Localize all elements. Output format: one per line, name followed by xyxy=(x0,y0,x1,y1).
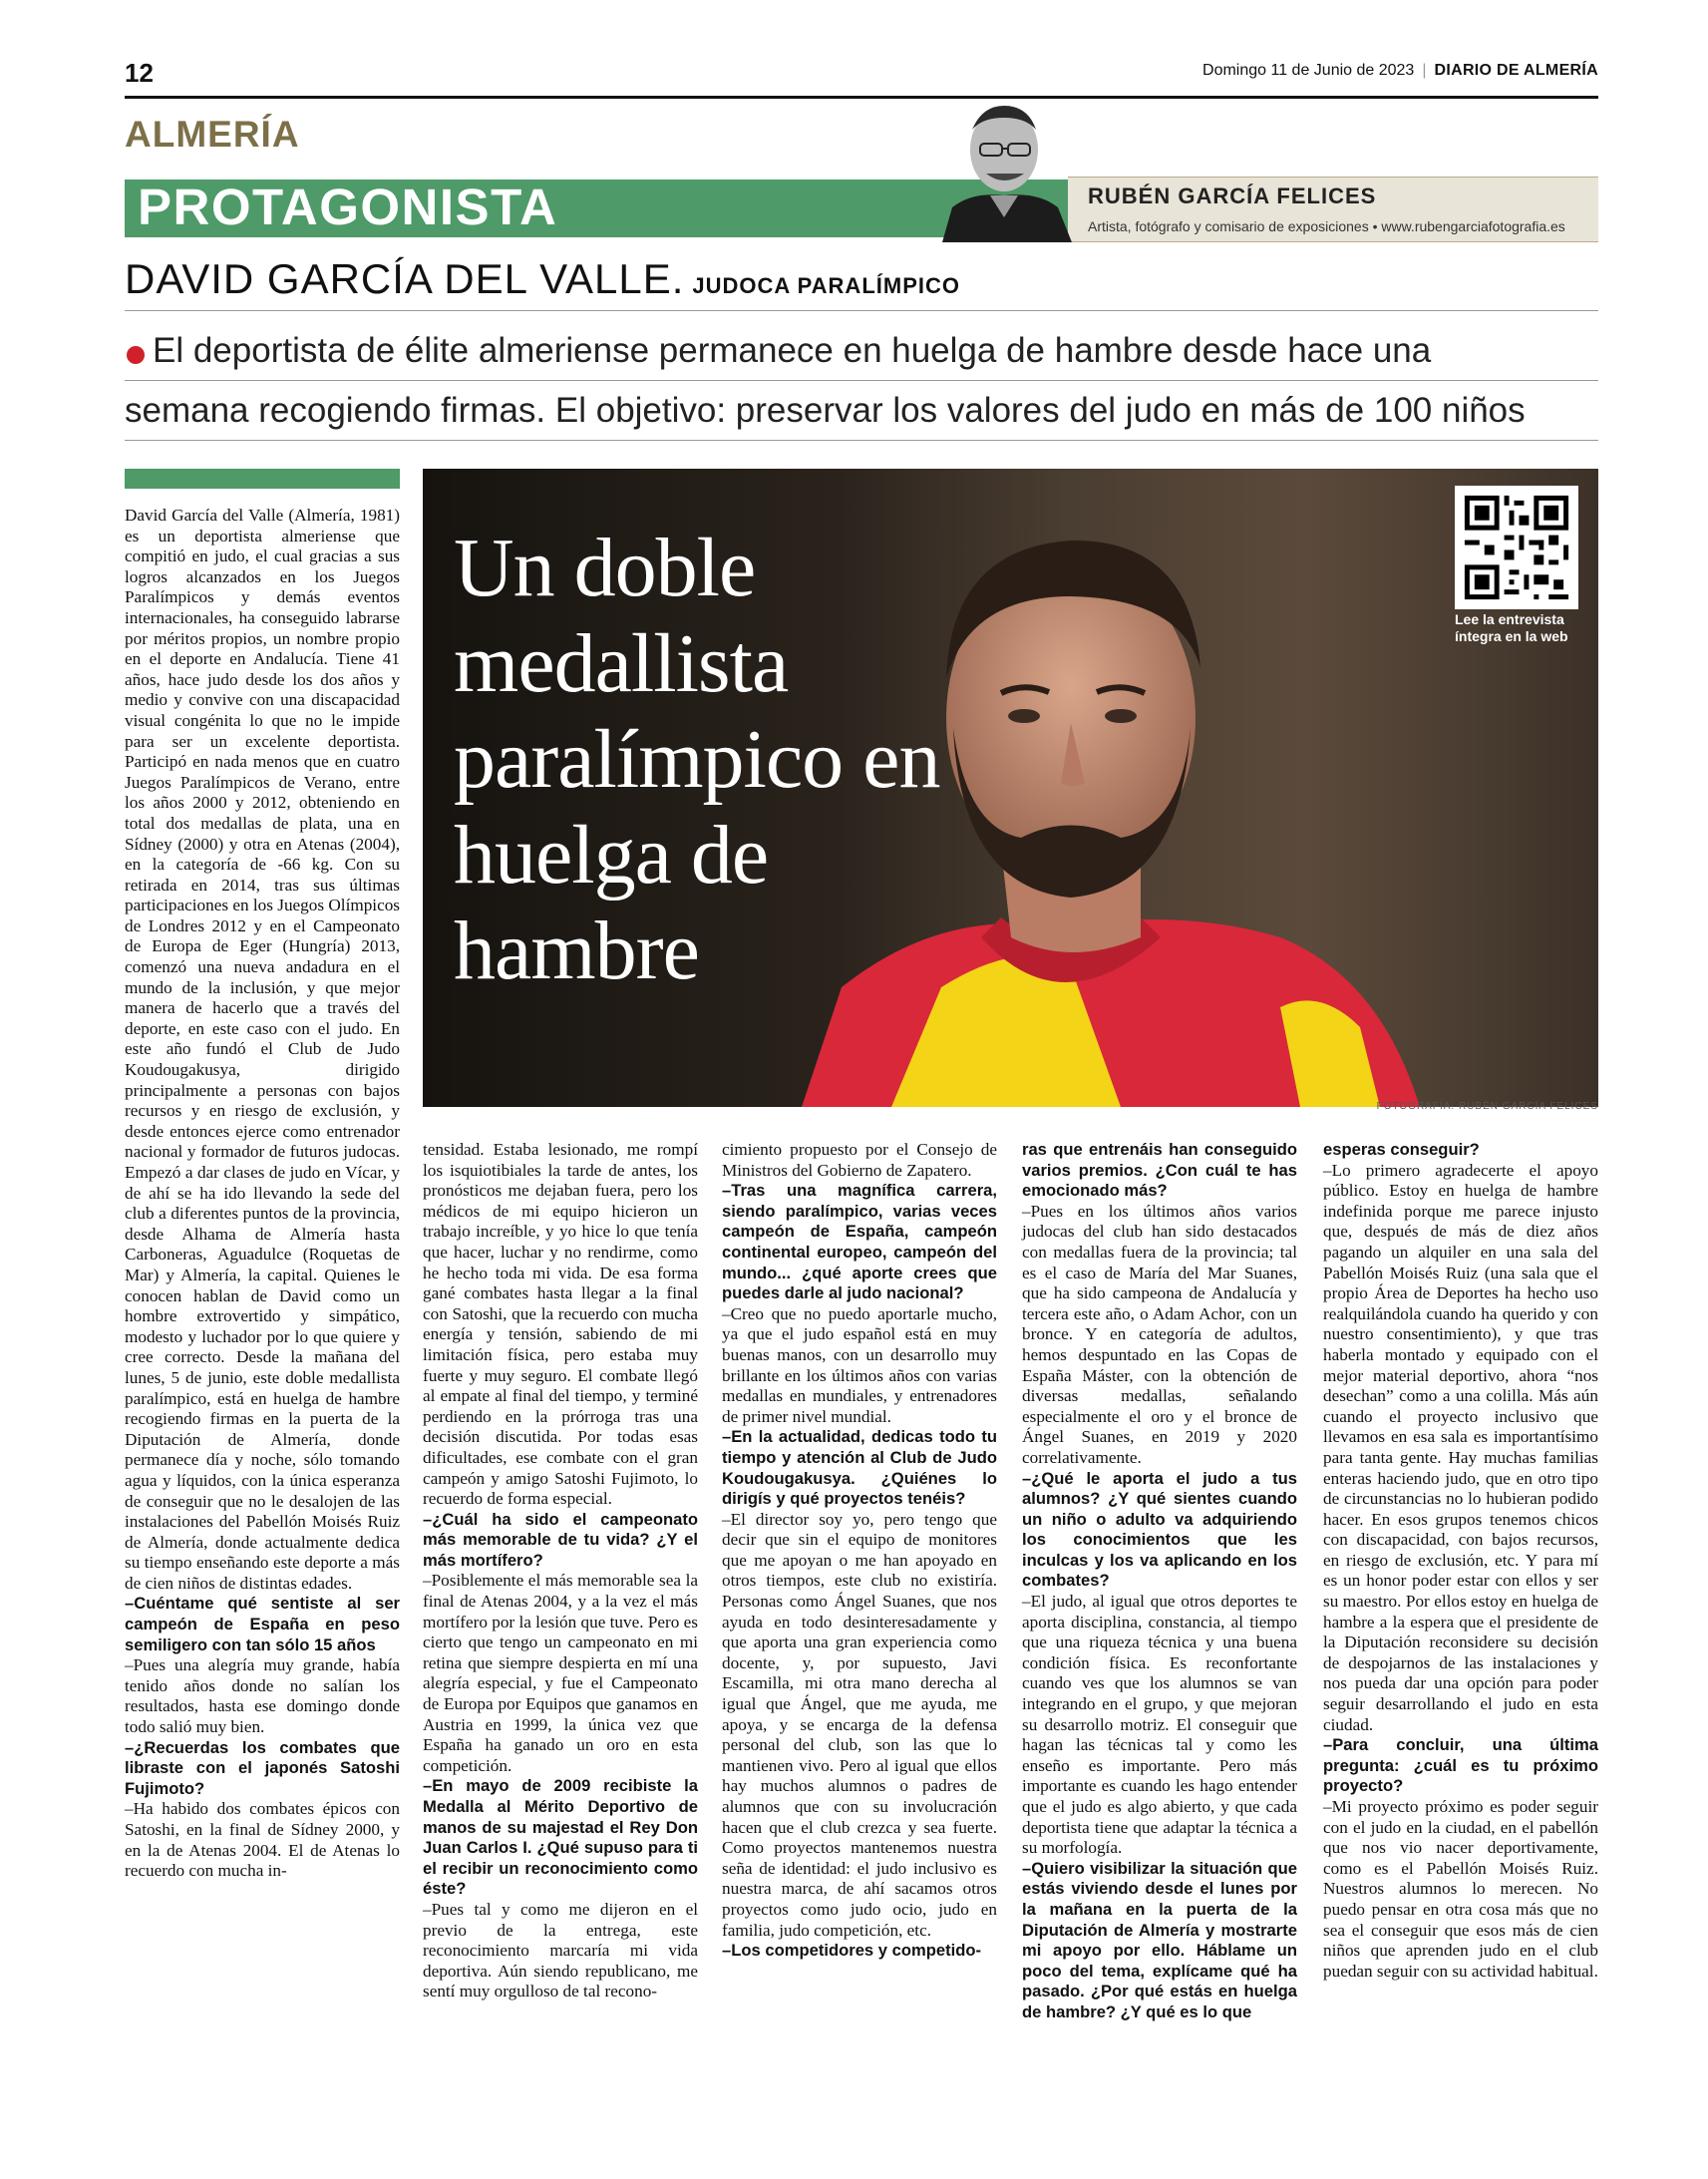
article-paragraph: –Pues tal y como me dijeron en el previo de la entrega, este reconocimiento marcaría mi vida deportiva. Aún siendo republicano, me sentí muy orgulloso de tal recono- xyxy=(423,1899,698,2001)
article-paragraph: cimiento propuesto por el Consejo de Ministros del Gobierno de Zapatero. xyxy=(722,1140,997,1180)
header-dateline xyxy=(1202,62,1598,80)
interview-question: –Los competidores y competido- xyxy=(722,1941,982,1961)
subtitle-line-2: semana recogiendo firmas. El objetivo: preservar los valores del judo en más de 100 niños xyxy=(125,391,1526,430)
person-role: JUDOCA PARALÍMPICO xyxy=(692,273,960,298)
article-paragraph: –Creo que no puedo aportarle mucho, ya que el judo español está en muy buenas manos, con un desarrollo muy brillante en los últimos años con varias medallas en mundiales, y entrenadores de primer nivel mundial. xyxy=(722,1303,997,1426)
band-title: PROTAGONISTA xyxy=(138,179,558,235)
article-column-2 xyxy=(423,1140,698,2002)
article-paragraph: –Lo primero agradecerte el apoyo público. Estoy en huelga de hambre indefinida porque me parece injusto que, después de más de diez años pagando un alquiler en una sala del Pabellón Moisés Ruiz (una sala que el propio Área de Deportes ha hecho uso realquilándola cuando ha querido y con nuestro consentimiento), y que tras haberla montado y equipado con el mejor material deportivo, ahora “nos desechan” como a una colilla. Más aún cuando el proyecto inclusivo que llevamos en esa sala es importantísimo para tanta gente. Hay muchas familias enteras haciendo judo, que en otro tipo de circunstancias no lo hubieran podido hacer. En esos grupos tenemos chicos con discapacidad, con bajos recursos, en riesgo de exclusión, etc. Y para mí es un honor poder estar con ellos y ser su maestro. Por ellos estoy en huelga de hambre a la espera que el presidente de la Diputación reconsidere su decisión de despojarnos de las instalaciones y nos pueda dar una opción para poder seguir desarrollando el judo en esta ciudad. xyxy=(1323,1160,1598,1734)
interview-question: –Cuéntame qué sentiste al ser campeón de España en peso semiligero con tan sólo 15 años xyxy=(125,1594,400,1654)
photo-credit: FOTOGRAFÍA: RUBÉN GARCÍA FELICES xyxy=(1376,1101,1598,1112)
qr-caption: Lee la entrevista íntegra en la web xyxy=(1455,611,1568,644)
interview-question: –¿Qué le aporta el judo a tus alumnos? ¿Y qué sientes cuando un niño o adulto va adquiriendo los conocimientos que les inculcas y los va aplicando en los combates? xyxy=(1022,1468,1297,1591)
section-label: ALMERÍA xyxy=(125,114,300,155)
qr-code-icon xyxy=(1455,486,1578,609)
article-paragraph: David García del Valle (Almería, 1981) es un deportista almeriense que compitió en judo, el cual gracias a sus logros alcanzados en los Juegos Paralímpicos y demás eventos internacionales, ha conseguido labrarse por méritos propios, un nombre propio en el deporte en Andalucía. Tiene 41 años, hace judo desde los dos años y medio y convive con una discapacidad visual congénita lo que no le impide para ser un excelente deportista. Participó en nada menos que en cuatro Juegos Paralímpicos de Verano, entre los años 2000 y 2012, obteniendo en total dos medallas de plata, una en Sídney (2000) y otra en Atenas (2004), en la categoría de -66 kg. Con su retirada en 2014, tras sus últimas participaciones en los Juegos Olímpicos de Londres 2012 y en el Campeonato de Europa de Eger (Hungría) 2013, comenzó una nueva andadura en el mundo de la inclusión, y que mejor manera de hacerlo que a través del deporte, en este caso con el judo. En este año fundó el Club de Judo Koudougakusya, dirigido principalmente a personas con bajos recursos y en riesgo de exclusión, y desde entonces ejerce como entrenador nacional y formador de futuros judocas. Empezó a dar clases de judo en Vícar, y de ahí se ha ido llevando la sede del club a diferentes puntos de la provincia, desde Alhama de Almería hasta Carboneras, Aguadulce (Roquetas de Mar) y Almería, la capital. Quienes le conocen hablan de David como un hombre extrovertido y simpático, modesto y luchador por lo que quiere y cree correcto. Desde la mañana del lunes, 5 de junio, este doble medallista paralímpico, está en huelga de hambre recogiendo firmas en la puerta de la Diputación de Almería, donde permanece día y noche, sólo tomando agua y líquidos, con la única esperanza de conseguir que no le desalojen de las instalaciones del Pabellón Moisés Ruiz de Almería, donde actualmente dedica su tiempo enseñando este deporte a más de cien niños de distintas edades. xyxy=(125,506,400,1593)
article-paragraph: –Pues una alegría muy grande, había tenido años donde no salían los resultados, hasta ese domingo donde todo salió muy bien. xyxy=(125,1655,400,1737)
article-column-5 xyxy=(1323,1140,1598,1982)
article-paragraph: –Pues en los últimos años varios judocas del club han sido destacados con medallas fuera de la provincia; tal es el caso de María del Mar Suanes, que ha sido campeona de Andalucía y tercera este año, o Adam Achor, con un bronce. Y en categoría de adultos, hemos despuntado en las Copas de España Máster, con la obtención de diversas medallas, señalando especialmente el oro y el bronce de Ángel Suanes, en 2019 y 2020 correlativamente. xyxy=(1022,1201,1297,1467)
page-number: 12 xyxy=(125,58,154,88)
rule xyxy=(125,310,1598,311)
author-portrait xyxy=(942,88,1072,242)
article-paragraph: –Ha habido dos combates épicos con Satoshi, en la final de Sídney 2000, y en la de Atenas 2004. El de Atenas lo recuerdo con mucha in- xyxy=(125,1799,400,1881)
header-separator: | xyxy=(1422,62,1427,79)
newspaper-name: DIARIO DE ALMERÍA xyxy=(1434,62,1598,79)
person-line xyxy=(125,255,960,303)
article-column-3 xyxy=(722,1140,997,1962)
article-paragraph: –El director soy yo, pero tengo que decir que sin el equipo de monitores que me apoyan o me han apoyado en otros tiempos, este club no existiría. Personas como Ángel Suanes, que nos ayuda en todo desinteresadamente y que aporta una gran experiencia como docente, y, por supuesto, Javi Escamilla, mi otra mano derecha al igual que Ángel, que me ayuda, me apoya, y se encarga de la defensa personal del club, son las que lo mantienen vivo. Pero al igual que ellos hay muchos alumnos o padres de alumnos que con su involucración hacen que el club crezca y sea fuerte. Como proyectos mantenemos nuestra seña de identidad: el judo inclusivo es nuestra marca, de ahí sacamos otros proyectos como judo ocio, judo en familia, judo competición, etc. xyxy=(722,1509,997,1940)
top-rule xyxy=(125,96,1598,99)
interview-question: –Tras una magnífica carrera, siendo paralímpico, varias veces campeón de España, campeón continental europeo, campeón del mundo... ¿qué aporte crees que puedes darle al judo nacional? xyxy=(722,1181,997,1303)
interview-question: –¿Cuál ha sido el campeonato más memorable de tu vida? ¿Y el más mortífero? xyxy=(423,1509,698,1570)
rule xyxy=(125,440,1598,441)
qr-code[interactable] xyxy=(1455,486,1578,609)
article-paragraph: –Mi proyecto próximo es poder seguir con el judo en la ciudad, en el pabellón que nos vio nacer deportivamente, como es el Pabellón Moisés Ruiz. Nuestros alumnos lo merecen. No puedo pensar en otra cosa más que no sea el conseguir que esos más de cien niños que aprenden judo en el club puedan seguir con su actividad habitual. xyxy=(1323,1797,1598,1981)
column-accent-bar xyxy=(125,469,400,489)
article-paragraph: tensidad. Estaba lesionado, me rompí los isquiotibiales la tarde de antes, los pronósticos me dejaban fuera, pero los médicos de mi equipo hicieron un trabajo increíble, y yo hice lo que tenía que hacer, luchar y no rendirme, como he hecho toda mi vida. De esa forma gané combates hasta llegar a la final con Satoshi, que la recuerdo con mucha energía y tensión, sabiendo de mi limitación física, pero estaba muy fuerte y muy seguro. El combate llegó al empate al final del tiempo, y terminé perdiendo en la prórroga tras una decisión discutida. Por todas esas dificultades, ese combate con el gran campeón y amigo Satoshi Fujimoto, lo recuerdo de forma especial. xyxy=(423,1140,698,1509)
article-paragraph: –El judo, al igual que otros deportes te aporta disciplina, constancia, al tiempo que una riqueza técnica y una buena condición física. Es reconfortante cuando ves que los alumnos se van integrando en el grupo, y que mejoran su desarrollo motriz. El conseguir que hagan las técnicas tal y como les enseño es importante. Pero más importante es cuando les hago entender que el judo es algo abierto, y que cada deportista tiene que adaptar la técnica a su morfología. xyxy=(1022,1592,1297,1858)
rule xyxy=(125,380,1598,381)
interview-question: esperas conseguir? xyxy=(1323,1140,1480,1159)
interview-question: –Para concluir, una última pregunta: ¿cuál es tu próximo proyecto? xyxy=(1323,1735,1598,1796)
interview-question: –En la actualidad, dedicas todo tu tiempo y atención al Club de Judo Koudougakusya. ¿Quiénes lo dirigís y qué proyectos tenéis? xyxy=(722,1427,997,1509)
interview-question: –En mayo de 2009 recibiste la Medalla al Mérito Deportivo de manos de su majestad el Rey Don Juan Carlos I. ¿Qué supuso para ti el recibir un reconocimiento como éste? xyxy=(423,1776,698,1899)
article-column-1 xyxy=(125,506,400,1882)
author-name: RUBÉN GARCÍA FELICES xyxy=(1088,183,1377,208)
headline: Un doble medallista paralímpico en huelga de hambre xyxy=(454,522,940,997)
article-column-4 xyxy=(1022,1140,1297,2023)
interview-question: –Quiero visibilizar la situación que estás viviendo desde el lunes por la mañana en la puerta de la Diputación de Almería y mostrarte mi apoyo por ello. Háblame un poco del tema, explícame qué ha pasado. ¿Por qué estás en huelga de hambre? ¿Y qué es lo que xyxy=(1022,1858,1297,2021)
person-name: DAVID GARCÍA DEL VALLE. xyxy=(125,255,685,302)
author-description: Artista, fotógrafo y comisario de exposiciones • www.rubengarciafotografia.es xyxy=(1088,218,1565,234)
interview-question: ras que entrenáis han conseguido varios premios. ¿Con cuál te has emocionado más? xyxy=(1022,1140,1297,1201)
interview-question: –¿Recuerdas los combates que libraste con el japonés Satoshi Fujimoto? xyxy=(125,1737,400,1798)
bullet-dot-icon xyxy=(127,346,145,364)
article-paragraph: –Posiblemente el más memorable sea la final de Atenas 2004, y a la vez el más mortífero por la lesión que tuve. Pero es cierto que tengo un campeonato en mi retina que siempre despierta en mí una alegría especial, y fue el Campeonato de Europa por Equipos que ganamos en Austria en 1999, la única vez que España ha ganado un oro en esta competición. xyxy=(423,1571,698,1775)
subtitle-line-1: El deportista de élite almeriense permanece en huelga de hambre desde hace una xyxy=(153,331,1432,370)
issue-date: Domingo 11 de Junio de 2023 xyxy=(1202,62,1415,79)
